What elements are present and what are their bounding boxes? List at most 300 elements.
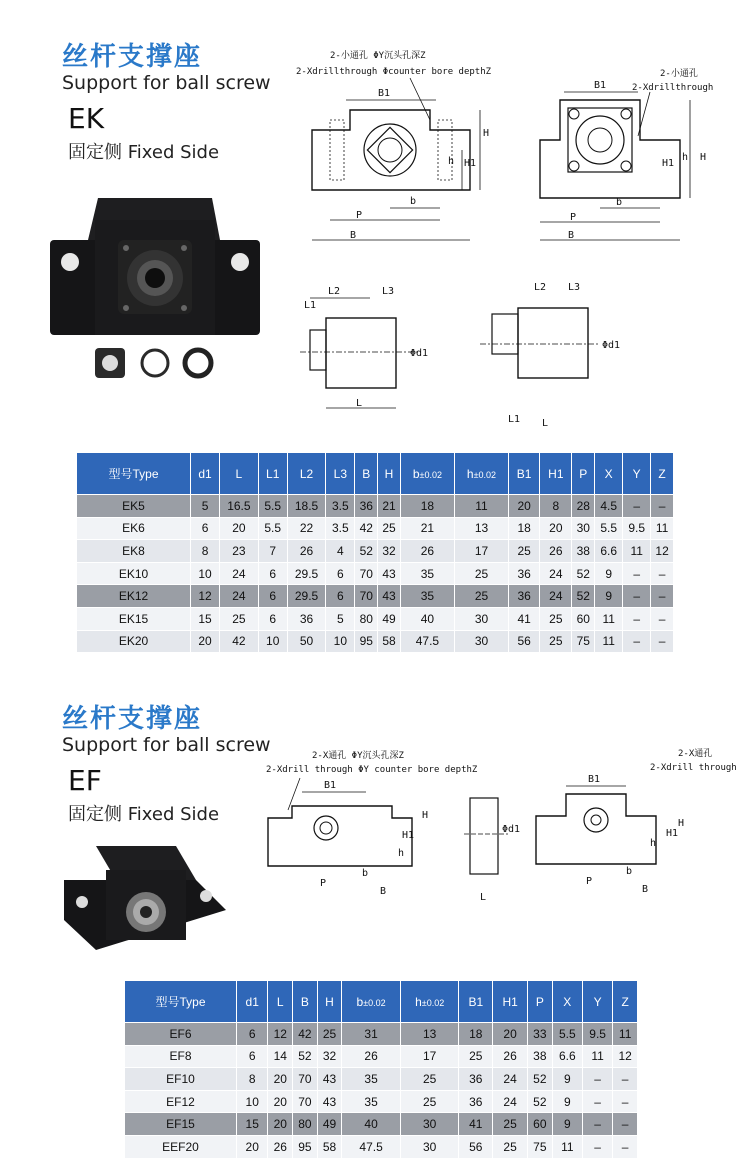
col-header-h: [400, 981, 459, 1023]
value-cell: 29.5: [287, 562, 326, 585]
value-cell: 56: [509, 630, 540, 653]
value-cell: 12: [191, 585, 220, 608]
table-row: [77, 540, 674, 563]
ef-dim-b1-right: B1: [588, 774, 601, 785]
value-cell: 5.5: [552, 1023, 582, 1046]
value-cell: 24: [220, 562, 259, 585]
value-cell: 52: [528, 1068, 553, 1091]
ek-model: EK: [68, 102, 105, 135]
col-header-type: 型号Type: [125, 981, 237, 1023]
col-header-d1: d1: [237, 981, 268, 1023]
value-cell: 25: [493, 1113, 528, 1136]
col-header-l: L: [268, 981, 293, 1023]
value-cell: 12: [651, 540, 674, 563]
value-cell: 30: [454, 630, 508, 653]
value-cell: 29.5: [287, 585, 326, 608]
value-cell: 20: [540, 517, 572, 540]
col-header-h1: H1: [493, 981, 528, 1023]
value-cell: 42: [355, 517, 378, 540]
value-cell: 18: [459, 1023, 493, 1046]
ef-note-cn-right: 2-X通孔: [678, 749, 713, 759]
value-cell: 25: [400, 1090, 459, 1113]
value-cell: 52: [572, 585, 595, 608]
ef-side-drawing: [464, 788, 524, 908]
ek-side: 固定侧 Fixed Side: [68, 142, 220, 163]
value-cell: 36: [287, 607, 326, 630]
value-cell: 21: [400, 517, 454, 540]
model-cell: EK10: [77, 562, 191, 585]
value-cell: 9.5: [582, 1023, 612, 1046]
model-cell: EK5: [77, 495, 191, 518]
table-row: [77, 585, 674, 608]
col-header-h: H: [317, 981, 342, 1023]
value-cell: 23: [220, 540, 259, 563]
ek-title-en: Support for ball screw: [62, 72, 271, 94]
value-cell: 36: [355, 495, 378, 518]
col-header-x: X: [595, 453, 623, 495]
ek-dim-h1-left: H1: [464, 158, 477, 169]
value-cell: 8: [540, 495, 572, 518]
ef-side: 固定侧 Fixed Side: [68, 804, 220, 825]
value-cell: 58: [378, 630, 401, 653]
value-cell: 25: [454, 562, 508, 585]
col-header-p: P: [528, 981, 553, 1023]
ek-dim-b1: B1: [378, 88, 391, 99]
ek-side-section-drawing: [290, 280, 450, 430]
ef-table-header: [125, 981, 638, 1023]
table-row: [77, 562, 674, 585]
value-cell: 11: [454, 495, 508, 518]
value-cell: 9: [552, 1068, 582, 1091]
ek-dim-l3-right: L3: [568, 282, 581, 293]
value-cell: 52: [293, 1045, 318, 1068]
value-cell: –: [623, 607, 651, 630]
value-cell: 20: [268, 1068, 293, 1091]
ef-front-view-drawing: [262, 748, 482, 898]
value-cell: 11: [613, 1023, 638, 1046]
value-cell: 18: [400, 495, 454, 518]
value-cell: 7: [258, 540, 287, 563]
value-cell: –: [623, 630, 651, 653]
ek-dim-l-right: L: [542, 418, 549, 429]
value-cell: 31: [342, 1023, 401, 1046]
value-cell: 11: [595, 607, 623, 630]
ef-dim-p: P: [320, 878, 327, 889]
ek-dim-l1-right: L1: [508, 414, 521, 425]
col-header-l1: L1: [258, 453, 287, 495]
value-cell: 28: [572, 495, 595, 518]
value-cell: 42: [220, 630, 259, 653]
ef-title-cn: 丝杆支撑座: [62, 704, 203, 734]
value-cell: 25: [220, 607, 259, 630]
value-cell: 24: [493, 1090, 528, 1113]
col-header-b1: B1: [509, 453, 540, 495]
value-cell: 35: [400, 562, 454, 585]
ek-dim-l: L: [356, 398, 363, 409]
col-header-b: [342, 981, 401, 1023]
ef-product-photo: [56, 840, 236, 970]
value-cell: 6: [258, 607, 287, 630]
value-cell: 21: [378, 495, 401, 518]
value-cell: 33: [528, 1023, 553, 1046]
value-cell: 9.5: [623, 517, 651, 540]
ef-title-en: Support for ball screw: [62, 734, 271, 756]
value-cell: 38: [528, 1045, 553, 1068]
model-cell: EF10: [125, 1068, 237, 1091]
value-cell: 12: [268, 1023, 293, 1046]
value-cell: 9: [552, 1113, 582, 1136]
model-cell: EK6: [77, 517, 191, 540]
value-cell: 13: [454, 517, 508, 540]
value-cell: 9: [552, 1090, 582, 1113]
ek-dim-l3: L3: [382, 286, 395, 297]
ek-dim-h-left: H: [483, 128, 490, 139]
ef-dim-h1: H1: [402, 830, 415, 841]
value-cell: –: [651, 495, 674, 518]
value-cell: 6: [258, 585, 287, 608]
value-cell: 30: [454, 607, 508, 630]
table-row: [77, 630, 674, 653]
value-cell: –: [651, 562, 674, 585]
value-cell: 10: [191, 562, 220, 585]
ef-note-en-right: 2-Xdrill through: [650, 763, 737, 773]
ek-dim-p-left: P: [356, 210, 363, 221]
value-cell: 6.6: [552, 1045, 582, 1068]
col-header-x: X: [552, 981, 582, 1023]
model-cell: EEF20: [125, 1135, 237, 1158]
value-cell: 30: [400, 1135, 459, 1158]
table-row: [125, 1113, 638, 1136]
ef-note-en-left: 2-Xdrill through ΦY counter bore depthZ: [266, 765, 478, 775]
value-cell: 25: [378, 517, 401, 540]
value-cell: 95: [355, 630, 378, 653]
ef-dim-l: L: [480, 892, 487, 903]
value-cell: 6: [258, 562, 287, 585]
ek-dim-h-small-right: h: [682, 152, 689, 163]
value-cell: 20: [268, 1090, 293, 1113]
col-header-b: B: [293, 981, 318, 1023]
value-cell: –: [582, 1090, 612, 1113]
value-cell: 25: [493, 1135, 528, 1158]
value-cell: 11: [595, 630, 623, 653]
value-cell: 6: [191, 517, 220, 540]
value-cell: 8: [237, 1068, 268, 1091]
value-cell: 24: [220, 585, 259, 608]
table-row: [77, 495, 674, 518]
value-cell: 30: [400, 1113, 459, 1136]
table-row: [125, 1023, 638, 1046]
ek-dim-b-total-left: B: [350, 230, 357, 241]
ef-dim-b-total: B: [380, 886, 387, 897]
col-header-d1: d1: [191, 453, 220, 495]
col-header-b: B: [355, 453, 378, 495]
value-cell: 25: [540, 630, 572, 653]
value-cell: 43: [378, 585, 401, 608]
value-cell: 32: [378, 540, 401, 563]
ek-note-en-left: 2-Xdrillthrough Φcounter bore depthZ: [296, 67, 492, 77]
value-cell: 18.5: [287, 495, 326, 518]
ek-front-view-drawing: [290, 40, 510, 260]
ef-dim-b-total-right: B: [642, 884, 649, 895]
value-cell: 6: [237, 1023, 268, 1046]
ek-title-cn: 丝杆支撑座: [62, 42, 203, 72]
value-cell: 22: [287, 517, 326, 540]
ek-dim-d1: Φd1: [410, 348, 429, 359]
ef-dim-b: b: [362, 868, 369, 879]
value-cell: –: [582, 1113, 612, 1136]
value-cell: 10: [258, 630, 287, 653]
value-cell: 70: [355, 562, 378, 585]
ek-dim-p-right: P: [570, 212, 577, 223]
value-cell: 25: [454, 585, 508, 608]
value-cell: 24: [493, 1068, 528, 1091]
value-cell: 6: [326, 562, 355, 585]
value-cell: 6: [237, 1045, 268, 1068]
ek-dim-b-total-right: B: [568, 230, 575, 241]
ef-dim-h-right: H: [678, 818, 685, 829]
ek-note-en-right: 2-Xdrillthrough: [632, 83, 714, 93]
value-cell: 25: [459, 1045, 493, 1068]
ek-note-cn-left: 2-小通孔 ΦY沉头孔深Z: [330, 51, 426, 61]
ef-section: [0, 680, 750, 1176]
value-cell: 25: [540, 607, 572, 630]
value-cell: 24: [540, 585, 572, 608]
col-header-z: Z: [651, 453, 674, 495]
value-cell: 43: [378, 562, 401, 585]
col-header-l3: L3: [326, 453, 355, 495]
value-cell: 16.5: [220, 495, 259, 518]
ek-table-header: [77, 453, 674, 495]
value-cell: 26: [400, 540, 454, 563]
table-row: [125, 1068, 638, 1091]
model-cell: EF6: [125, 1023, 237, 1046]
value-cell: 14: [268, 1045, 293, 1068]
value-cell: 20: [237, 1135, 268, 1158]
value-cell: –: [613, 1068, 638, 1091]
value-cell: 40: [342, 1113, 401, 1136]
value-cell: 70: [293, 1090, 318, 1113]
ef-dim-h-small-right: h: [650, 838, 657, 849]
value-cell: 3.5: [326, 495, 355, 518]
value-cell: 36: [509, 585, 540, 608]
ef-note-cn-left: 2-X通孔 ΦY沉头孔深Z: [312, 751, 404, 761]
value-cell: 26: [540, 540, 572, 563]
value-cell: 60: [572, 607, 595, 630]
ek-dim-h-right: H: [700, 152, 707, 163]
value-cell: 49: [317, 1113, 342, 1136]
value-cell: 18: [509, 517, 540, 540]
model-cell: EK8: [77, 540, 191, 563]
value-cell: 5: [191, 495, 220, 518]
col-header-h: [454, 453, 508, 495]
ef-dim-p-right: P: [586, 876, 593, 887]
value-cell: 70: [293, 1068, 318, 1091]
value-cell: 11: [623, 540, 651, 563]
ef-dim-b-right: b: [626, 866, 633, 877]
ef-dim-h1-right: H1: [666, 828, 679, 839]
col-header-z: Z: [613, 981, 638, 1023]
value-cell: –: [623, 562, 651, 585]
value-cell: 11: [651, 517, 674, 540]
value-cell: 26: [493, 1045, 528, 1068]
value-cell: 47.5: [342, 1135, 401, 1158]
value-cell: 5.5: [258, 495, 287, 518]
value-cell: 47.5: [400, 630, 454, 653]
value-cell: 15: [237, 1113, 268, 1136]
col-header-b1: B1: [459, 981, 493, 1023]
col-header-label: h: [466, 466, 474, 481]
value-cell: 10: [237, 1090, 268, 1113]
col-header-type: 型号Type: [77, 453, 191, 495]
ek-dim-l1: L1: [304, 300, 317, 311]
tolerance-label: ±0.02: [421, 997, 445, 1008]
ek-spec-table: [76, 452, 674, 653]
table-row: [125, 1135, 638, 1158]
model-cell: EK15: [77, 607, 191, 630]
col-header-y: Y: [623, 453, 651, 495]
col-header-label: h: [415, 994, 422, 1009]
value-cell: –: [582, 1068, 612, 1091]
value-cell: 36: [459, 1068, 493, 1091]
value-cell: –: [582, 1135, 612, 1158]
value-cell: 6: [326, 585, 355, 608]
value-cell: 80: [355, 607, 378, 630]
value-cell: 25: [400, 1068, 459, 1091]
value-cell: 95: [293, 1135, 318, 1158]
value-cell: 5.5: [595, 517, 623, 540]
ek-side-section-drawing-2: [480, 278, 650, 438]
value-cell: 52: [572, 562, 595, 585]
ef-dim-h: H: [422, 810, 429, 821]
value-cell: 50: [287, 630, 326, 653]
value-cell: 13: [400, 1023, 459, 1046]
value-cell: 36: [509, 562, 540, 585]
value-cell: 41: [509, 607, 540, 630]
value-cell: 4: [326, 540, 355, 563]
value-cell: 26: [342, 1045, 401, 1068]
ek-dim-l2: L2: [328, 286, 341, 297]
value-cell: 26: [287, 540, 326, 563]
value-cell: 52: [528, 1090, 553, 1113]
ef-spec-table: [124, 980, 638, 1159]
value-cell: 43: [317, 1068, 342, 1091]
ek-dim-d1-right: Φd1: [602, 340, 621, 351]
value-cell: 10: [326, 630, 355, 653]
value-cell: 20: [268, 1113, 293, 1136]
value-cell: 35: [400, 585, 454, 608]
value-cell: 70: [355, 585, 378, 608]
col-header-l: L: [220, 453, 259, 495]
value-cell: 3.5: [326, 517, 355, 540]
ek-dim-h1-right: H1: [662, 158, 675, 169]
model-cell: EF12: [125, 1090, 237, 1113]
value-cell: 17: [400, 1045, 459, 1068]
col-header-label: b: [412, 466, 420, 481]
value-cell: 80: [293, 1113, 318, 1136]
ek-product-photo: [40, 190, 270, 390]
model-cell: EF8: [125, 1045, 237, 1068]
tolerance-label: ±0.02: [473, 469, 497, 480]
col-header-y: Y: [582, 981, 612, 1023]
ef-dim-d1: Φd1: [502, 824, 521, 835]
value-cell: 25: [317, 1023, 342, 1046]
value-cell: 75: [572, 630, 595, 653]
model-cell: EF15: [125, 1113, 237, 1136]
ek-rear-view-drawing: [520, 60, 740, 260]
value-cell: 20: [493, 1023, 528, 1046]
col-header-l2: L2: [287, 453, 326, 495]
value-cell: –: [651, 585, 674, 608]
value-cell: 20: [220, 517, 259, 540]
tolerance-label: ±0.02: [363, 997, 386, 1008]
ef-model: EF: [68, 764, 102, 797]
ef-dim-b1: B1: [324, 780, 337, 791]
ek-dim-l2-right: L2: [534, 282, 547, 293]
value-cell: 25: [509, 540, 540, 563]
value-cell: 11: [582, 1045, 612, 1068]
value-cell: 8: [191, 540, 220, 563]
value-cell: 52: [355, 540, 378, 563]
value-cell: 12: [613, 1045, 638, 1068]
value-cell: 17: [454, 540, 508, 563]
value-cell: –: [651, 607, 674, 630]
model-cell: EK12: [77, 585, 191, 608]
table-row: [125, 1090, 638, 1113]
value-cell: 40: [400, 607, 454, 630]
ef-dim-h-small: h: [398, 848, 405, 859]
table-row: [77, 607, 674, 630]
value-cell: 4.5: [595, 495, 623, 518]
ek-dim-b1-right: B1: [594, 80, 607, 91]
col-header-label: b: [356, 994, 364, 1009]
model-cell: EK20: [77, 630, 191, 653]
value-cell: –: [613, 1090, 638, 1113]
value-cell: 11: [552, 1135, 582, 1158]
value-cell: 56: [459, 1135, 493, 1158]
ek-dim-b-left: b: [410, 196, 417, 207]
value-cell: 58: [317, 1135, 342, 1158]
ek-dim-b-right: b: [616, 197, 623, 208]
tolerance-label: ±0.02: [419, 469, 442, 480]
value-cell: 30: [572, 517, 595, 540]
value-cell: 24: [540, 562, 572, 585]
value-cell: 9: [595, 562, 623, 585]
value-cell: –: [613, 1135, 638, 1158]
value-cell: 32: [317, 1045, 342, 1068]
value-cell: 26: [268, 1135, 293, 1158]
col-header-h1: H1: [540, 453, 572, 495]
ek-dim-h-small-left: h: [448, 156, 455, 167]
value-cell: 38: [572, 540, 595, 563]
value-cell: 36: [459, 1090, 493, 1113]
ek-note-cn-right: 2-小通孔: [660, 69, 698, 79]
table-row: [77, 517, 674, 540]
table-row: [125, 1045, 638, 1068]
value-cell: 35: [342, 1090, 401, 1113]
value-cell: 15: [191, 607, 220, 630]
col-header-h: H: [378, 453, 401, 495]
value-cell: 42: [293, 1023, 318, 1046]
col-header-b: [400, 453, 454, 495]
value-cell: –: [613, 1113, 638, 1136]
value-cell: 20: [191, 630, 220, 653]
col-header-p: P: [572, 453, 595, 495]
value-cell: 5: [326, 607, 355, 630]
value-cell: –: [623, 495, 651, 518]
ef-rear-view-drawing: [530, 746, 745, 906]
value-cell: 35: [342, 1068, 401, 1091]
value-cell: 75: [528, 1135, 553, 1158]
